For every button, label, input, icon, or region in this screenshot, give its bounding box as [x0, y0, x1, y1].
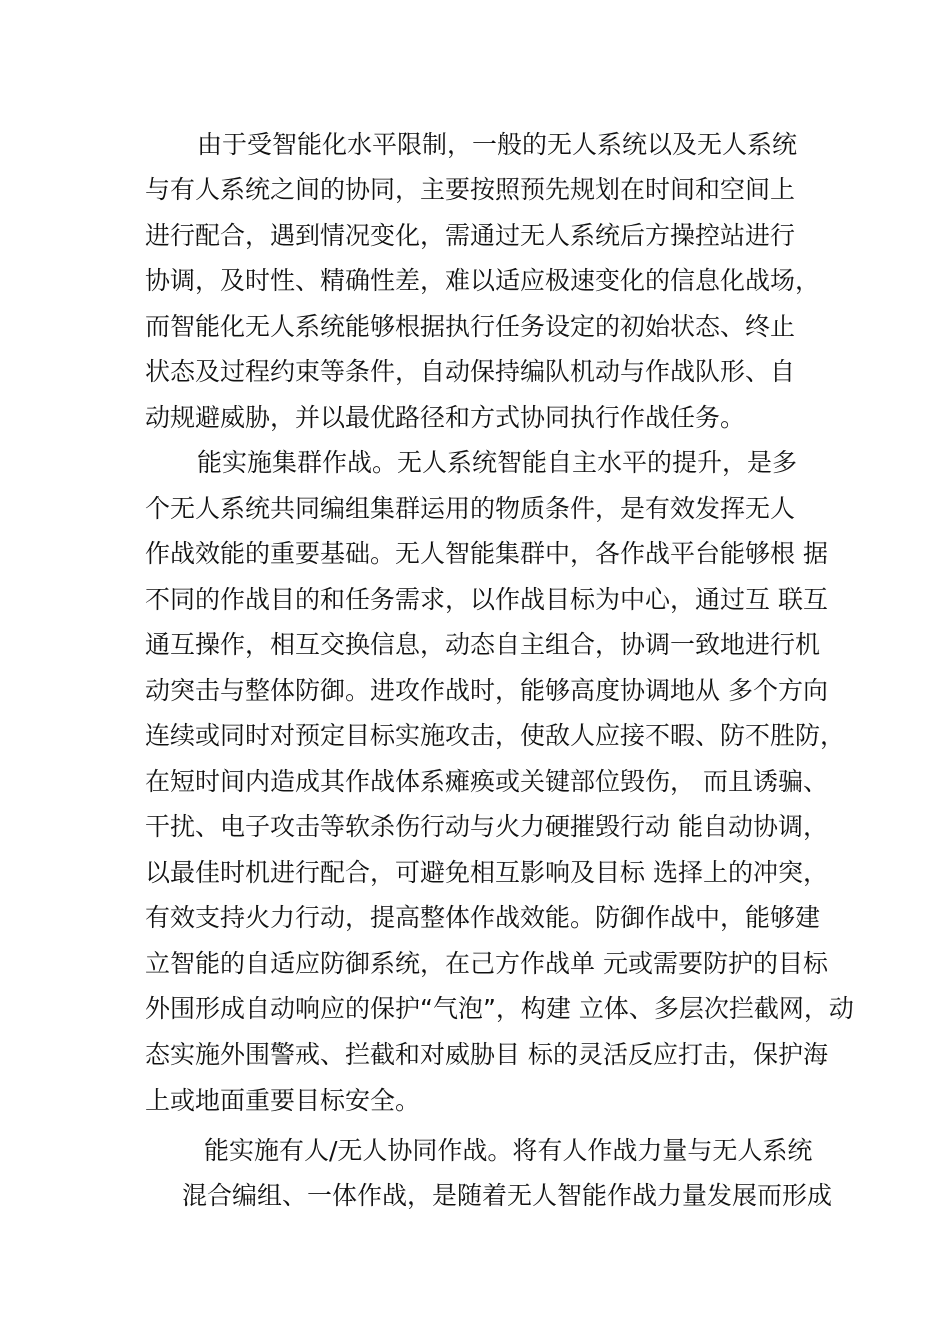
text-line: 而智能化无人系统能够根据执行任务设定的初始状态、终止: [145, 312, 796, 341]
text-line: 与有人系统之间的协同，主要按照预先规划在时间和空间上: [145, 175, 796, 204]
text-line: 以最佳时机进行配合，可避免相互影响及目标 选择上的冲突，: [145, 858, 828, 887]
text-line: 不同的作战目的和任务需求，以作战目标为中心，通过互 联互: [145, 585, 828, 614]
text-line: 混合编组、一体作战，是随着无人智能作战力量发展而形成: [182, 1181, 833, 1210]
text-line: 在短时间内造成其作战体系瘫痪或关键部位毁伤， 而且诱骗、: [145, 767, 828, 796]
text-line: 外围形成自动响应的保护“气泡”，构建 立体、多层次拦截网，动: [145, 994, 854, 1023]
text-line: 有效支持火力行动，提高整体作战效能。防御作战中，能够建: [145, 903, 821, 932]
text-line: 能实施集群作战。无人系统智能自主水平的提升，是多: [197, 448, 798, 477]
text-line: 由于受智能化水平限制，一般的无人系统以及无人系统: [197, 130, 798, 159]
text-line: 个无人系统共同编组集群运用的物质条件，是有效发挥无人: [145, 494, 796, 523]
text-line: 动规避威胁，并以最优路径和方式协同执行作战任务。: [145, 403, 746, 432]
text-line: 能实施有人/无人协同作战。将有人作战力量与无人系统: [204, 1136, 813, 1165]
text-line: 通互操作，相互交换信息，动态自主组合，协调一致地进行机: [145, 630, 821, 659]
text-line: 连续或同时对预定目标实施攻击，使敌人应接不暇、防不胜防，: [145, 721, 846, 750]
text-line: 立智能的自适应防御系统，在己方作战单 元或需要防护的目标: [145, 949, 828, 978]
text-line: 进行配合，遇到情况变化，需通过无人系统后方操控站进行: [145, 221, 796, 250]
text-line: 协调，及时性、精确性差，难以适应极速变化的信息化战场，: [145, 266, 821, 295]
text-line: 状态及过程约束等条件，自动保持编队机动与作战队形、自: [145, 357, 796, 386]
text-line: 作战效能的重要基础。无人智能集群中，各作战平台能够根 据: [145, 539, 828, 568]
text-line: 态实施外围警戒、拦截和对威胁目 标的灵活反应打击，保护海: [145, 1040, 828, 1069]
text-line: 动突击与整体防御。进攻作战时，能够高度协调地从 多个方向: [145, 676, 828, 705]
text-line: 干扰、电子攻击等软杀伤行动与火力硬摧毁行动 能自动协调，: [145, 812, 828, 841]
text-line: 上或地面重要目标安全。: [145, 1086, 421, 1115]
